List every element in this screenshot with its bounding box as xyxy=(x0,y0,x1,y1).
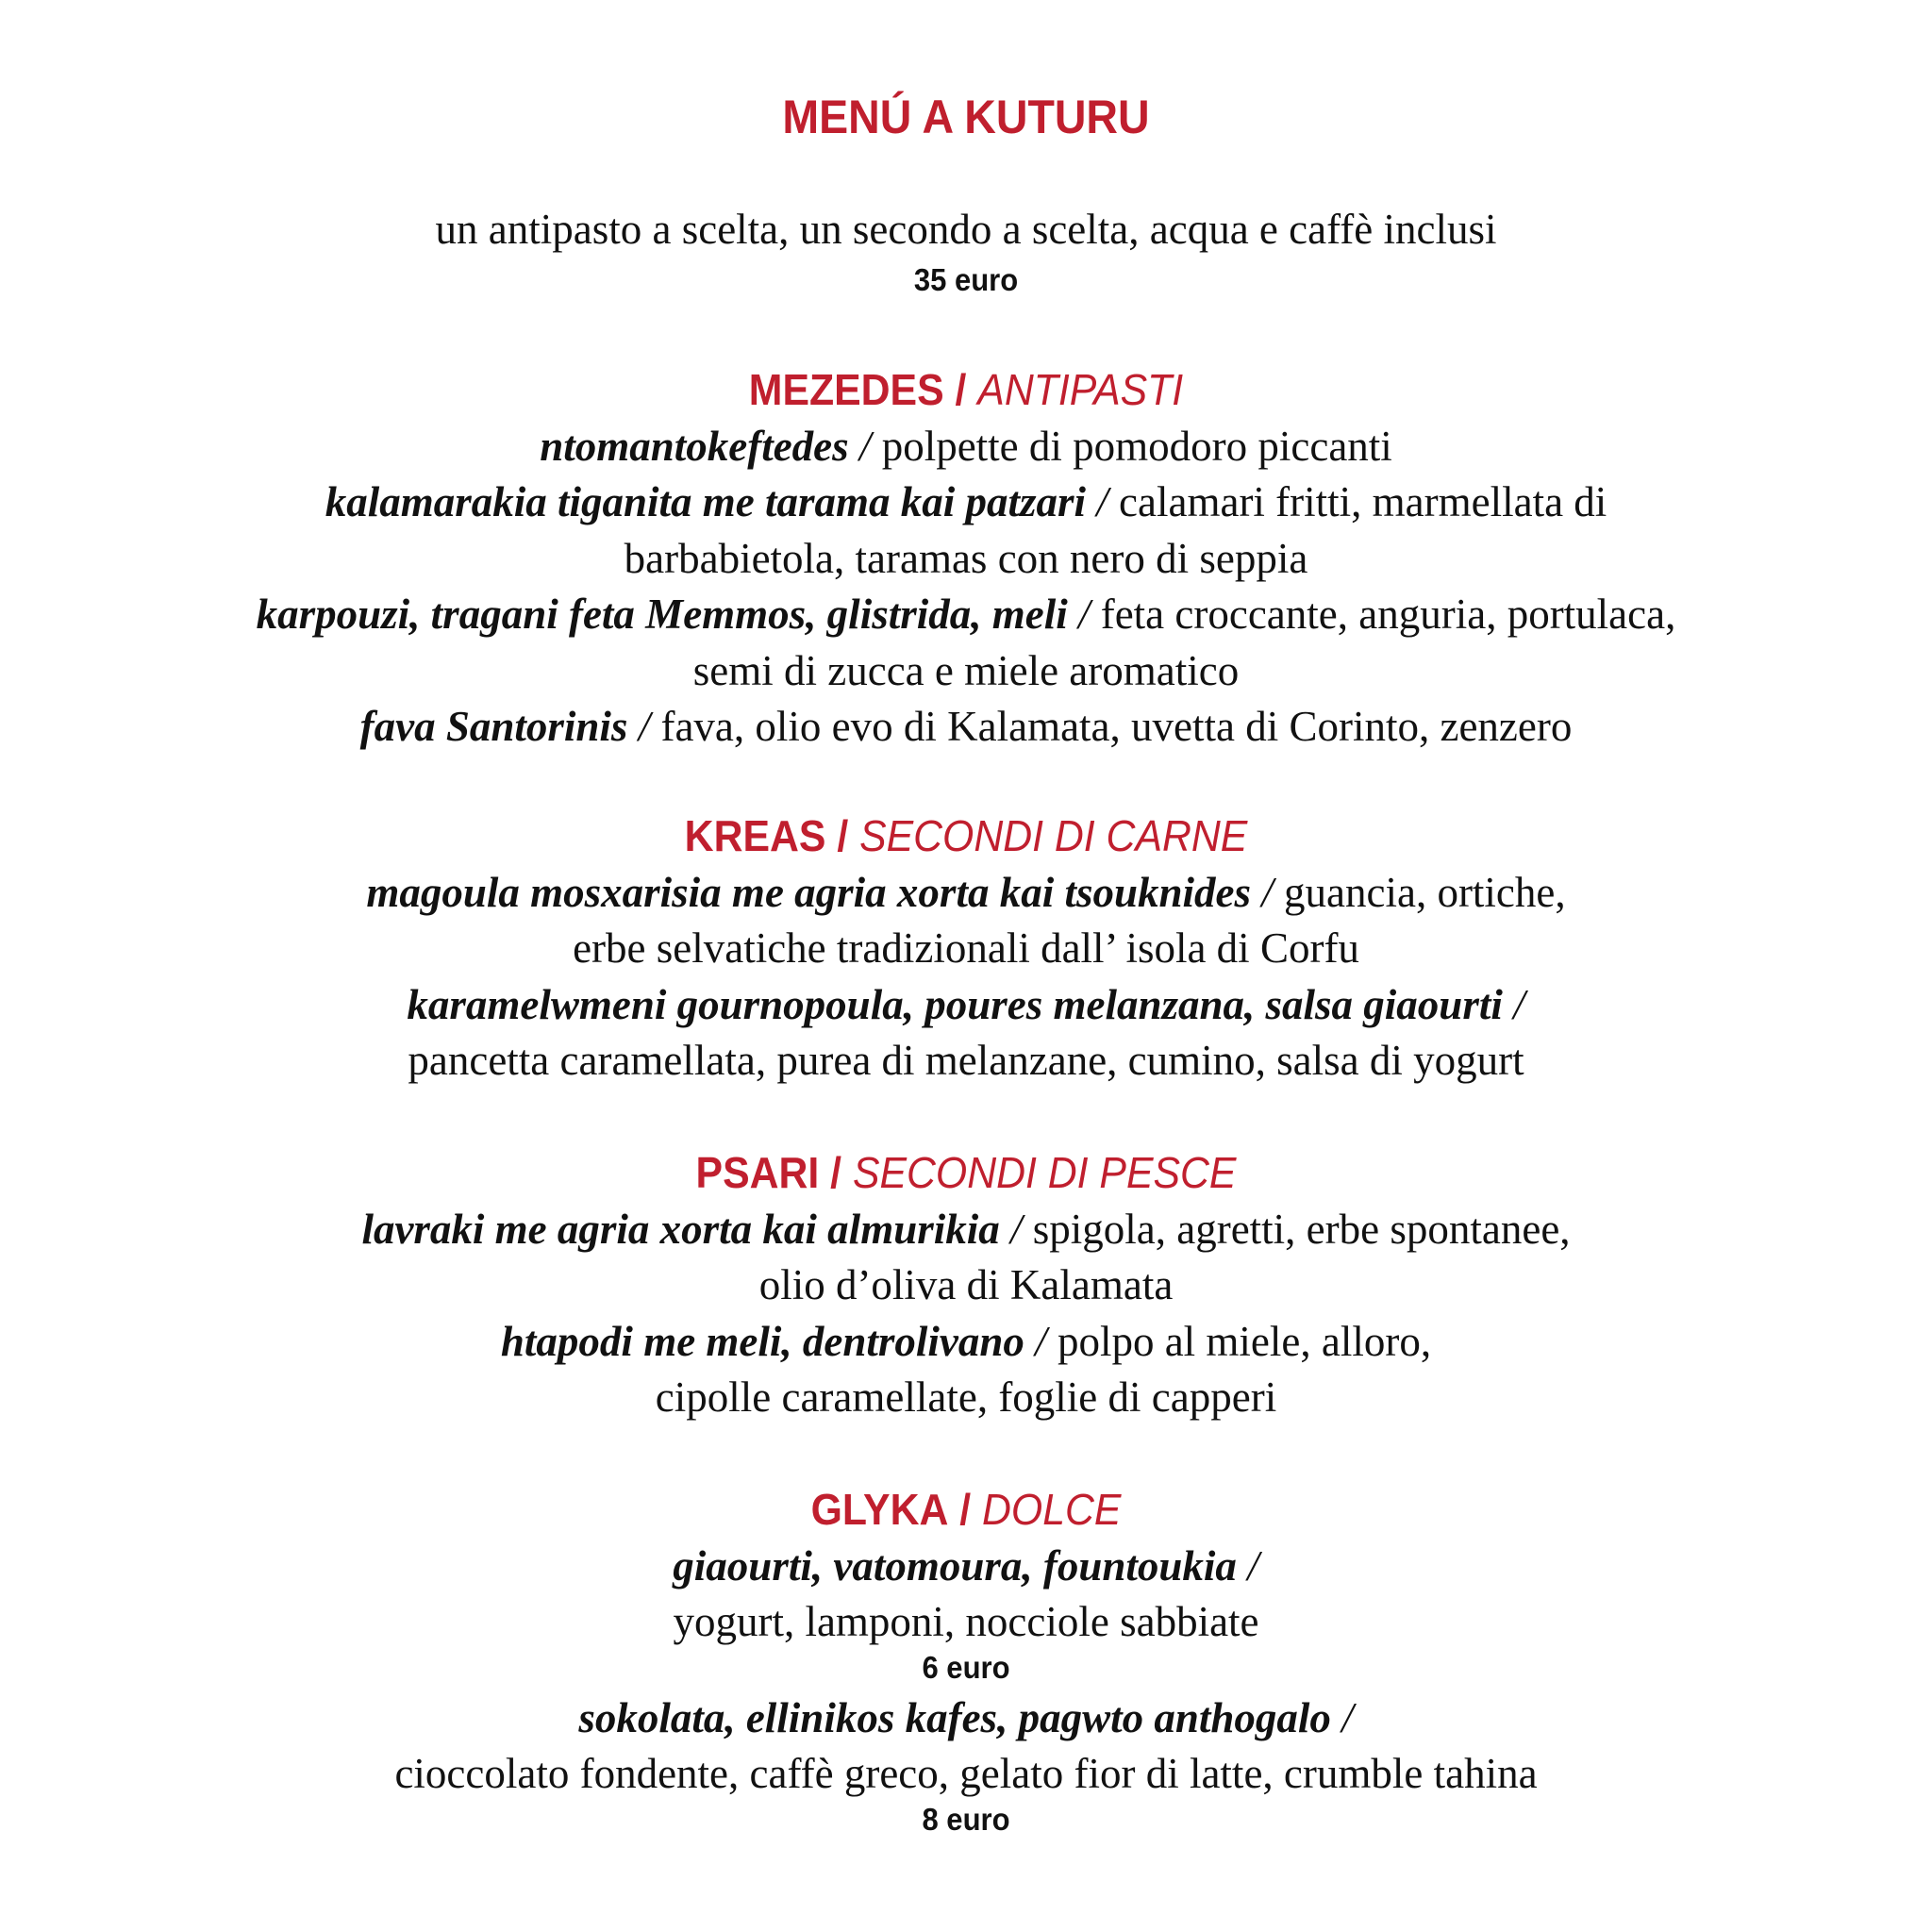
item-description-cont: erbe selvatiche tradizionali dall’ isola di Corfu xyxy=(573,924,1359,972)
item-description: guancia, ortiche, xyxy=(1284,868,1566,916)
item-separator: / xyxy=(1236,1541,1259,1590)
section-kreas xyxy=(0,808,1932,1090)
item-description-cont: semi di zucca e miele aromatico xyxy=(692,646,1240,694)
section-heading-greek: GLYKA xyxy=(810,1485,949,1534)
item-separator: / xyxy=(1024,1317,1058,1365)
item-description: polpo al miele, alloro, xyxy=(1057,1317,1432,1365)
item-description-cont: olio d’oliva di Kalamata xyxy=(758,1261,1174,1308)
item-description-cont: cipolle caramellate, foglie di capperi xyxy=(655,1373,1277,1421)
item-separator: / xyxy=(1502,980,1525,1028)
item-greek-name: sokolata, ellinikos kafes, pagwto anthogalo xyxy=(578,1693,1331,1741)
section-heading-greek: PSARI xyxy=(695,1148,820,1197)
menu-item xyxy=(0,865,1932,977)
item-greek-name: kalamarakia tiganita me tarama kai patzari xyxy=(325,478,1087,525)
menu-item xyxy=(0,1314,1932,1426)
item-separator: / xyxy=(1330,1693,1354,1741)
section-heading-slash: / xyxy=(955,365,967,414)
item-greek-name: ntomantokeftedes xyxy=(540,422,849,470)
menu-item xyxy=(0,1539,1932,1690)
item-greek-name: fava Santorinis xyxy=(359,703,628,750)
item-description: spigola, agretti, erbe spontanee, xyxy=(1032,1205,1571,1253)
menu-item xyxy=(0,977,1932,1090)
item-greek-name: karpouzi, tragani feta Memmos, glistrida, meli xyxy=(256,591,1068,638)
section-heading-italian: SECONDI DI PESCE xyxy=(852,1148,1237,1197)
item-description: fava, olio evo di Kalamata, uvetta di Corinto, zenzero xyxy=(660,703,1573,750)
section-heading xyxy=(68,1145,1865,1202)
item-greek-name: magoula mosxarisia me agria xorta kai tsouknides xyxy=(366,868,1251,916)
section-heading-greek: KREAS xyxy=(684,811,826,860)
item-greek-name: lavraki me agria xorta kai almurikia xyxy=(361,1205,1000,1253)
section-heading-slash: / xyxy=(959,1485,972,1534)
item-description-cont: barbabietola, taramas con nero di seppia xyxy=(624,534,1308,582)
item-description-cont: pancetta caramellata, purea di melanzane, cumino, salsa di yogurt xyxy=(408,1037,1524,1084)
menu-item xyxy=(0,587,1932,699)
menu-item xyxy=(0,699,1932,756)
item-greek-name: giaourti, vatomoura, fountoukia xyxy=(673,1541,1237,1590)
section-heading-slash: / xyxy=(830,1148,842,1197)
section-heading xyxy=(68,808,1865,865)
menu-item xyxy=(0,1690,1932,1842)
menu-title: MENÚ A KUTURU xyxy=(782,91,1150,143)
item-price: 6 euro xyxy=(922,1649,1010,1685)
section-heading xyxy=(68,1482,1865,1539)
section-heading-italian: ANTIPASTI xyxy=(977,365,1184,414)
section-mezedes xyxy=(0,362,1932,756)
menu-item xyxy=(0,1202,1932,1314)
section-heading-greek: MEZEDES xyxy=(748,365,944,414)
item-description: feta croccante, anguria, portulaca, xyxy=(1100,591,1676,638)
item-greek-name: karamelwmeni gournopoula, poures melanzana, salsa giaourti xyxy=(407,980,1503,1028)
item-description: calamari fritti, marmellata di xyxy=(1119,478,1607,525)
section-psari xyxy=(0,1145,1932,1426)
item-description-cont: yogurt, lamponi, nocciole sabbiate xyxy=(673,1598,1259,1645)
menu-item xyxy=(0,474,1932,587)
item-separator: / xyxy=(627,703,661,750)
item-separator: / xyxy=(999,1205,1033,1253)
item-description-cont: cioccolato fondente, caffè greco, gelato fior di latte, crumble tahina xyxy=(394,1750,1538,1797)
item-separator: / xyxy=(1067,591,1101,638)
item-greek-name: htapodi me meli, dentrolivano xyxy=(500,1317,1024,1365)
intro-text: un antipasto a scelta, un secondo a scelta, acqua e caffè inclusi xyxy=(435,206,1497,253)
item-separator: / xyxy=(1251,868,1285,916)
section-heading xyxy=(68,362,1865,419)
item-price: 8 euro xyxy=(922,1801,1010,1837)
item-separator: / xyxy=(1086,478,1120,525)
menu-item xyxy=(0,419,1932,475)
section-glyka xyxy=(0,1482,1932,1842)
section-heading-italian: DOLCE xyxy=(982,1485,1122,1534)
section-heading-slash: / xyxy=(837,811,849,860)
intro-price: 35 euro xyxy=(913,262,1019,297)
item-separator: / xyxy=(848,422,882,470)
section-heading-italian: SECONDI DI CARNE xyxy=(859,811,1248,860)
menu-intro xyxy=(0,202,1932,303)
item-description: polpette di pomodoro piccanti xyxy=(881,422,1392,470)
